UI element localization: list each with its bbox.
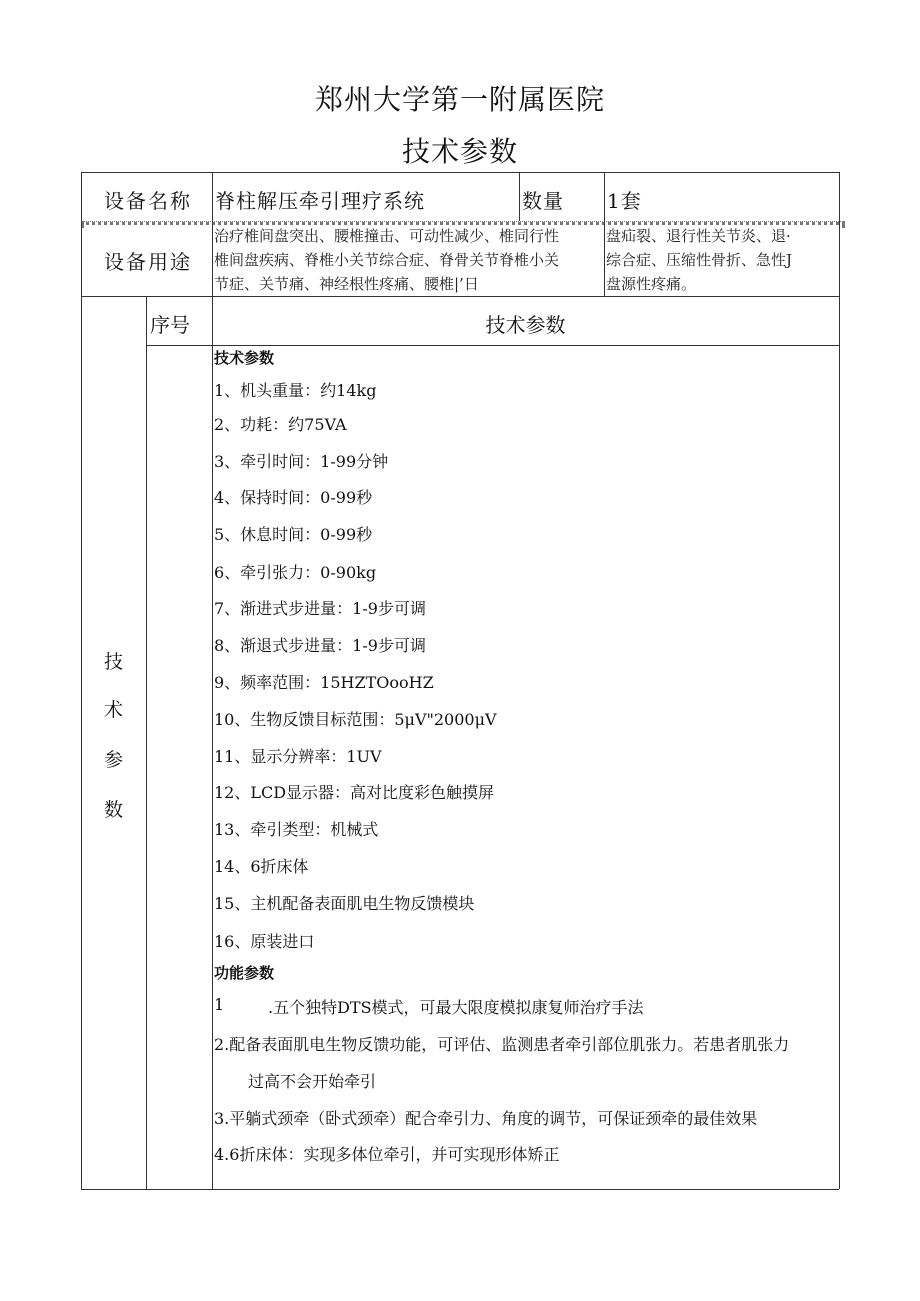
use-line: 节症、关节痛、神经根性疼痛、腰椎|’日 (214, 275, 479, 293)
func-section-heading: 功能参数 (214, 964, 275, 982)
grid-line (81, 296, 839, 297)
tech-item: 2、功耗：约75VA (214, 415, 347, 434)
side-label-char: 术 (103, 699, 123, 721)
func-item: .五个独特DTS模式，可最大限度模拟康复师治疗手法 (268, 998, 644, 1017)
grid-line (146, 296, 147, 1189)
tech-item: 3、牵引时间：1-99分钟 (214, 452, 389, 471)
hospital-title: 郑州大学第一附属医院 (314, 83, 605, 116)
device-use-text-left (214, 224, 602, 296)
tech-item: 11、显示分辨率：1UV (214, 747, 382, 766)
grid-line (81, 172, 82, 1189)
use-line: 综合症、压缩性骨折、急性J (606, 251, 793, 269)
tech-item: 1、机头重量：约14kg (214, 381, 377, 400)
tech-item: 7、渐进式步进量：1-9步可调 (214, 599, 426, 618)
grid-line (81, 172, 839, 173)
seq-column-header: 序号 (150, 313, 190, 337)
use-line: 治疗椎间盘突出、腰椎撞击、可动性减少、椎同行性 (214, 227, 560, 245)
tech-item: 8、渐退式步进量：1-9步可调 (214, 636, 426, 655)
device-use-label: 设备用途 (104, 250, 192, 274)
grid-line (604, 172, 605, 221)
tech-item: 5、休息时间：0-99秒 (214, 525, 373, 544)
use-line: 盘源性疼痛。 (606, 275, 697, 293)
quantity-label: 数量 (522, 189, 564, 213)
grid-line (604, 221, 605, 296)
device-name-value: 脊柱解压牵引理疗系统 (215, 189, 425, 213)
tech-item: 9、频率范围：15HZTOooHZ (214, 673, 434, 692)
document-title: 技术参数 (401, 135, 518, 168)
tech-item: 6、牵引张力：0-90kg (214, 563, 377, 582)
grid-line (146, 345, 839, 346)
tech-item: 14、6折床体 (214, 857, 309, 876)
side-label-char: 参 (103, 749, 123, 771)
tech-item: 13、牵引类型：机械式 (214, 820, 379, 839)
func-item: 2.配备表面肌电生物反馈功能，可评估、监测患者牵引部位肌张力。若患者肌张力 (214, 1035, 790, 1054)
func-item-continuation: 过高不会开始牵引 (248, 1072, 377, 1091)
side-label-char: 数 (103, 799, 123, 821)
grid-line (519, 172, 520, 221)
param-column-header: 技术参数 (485, 313, 566, 337)
tech-item: 12、LCD显示器：高对比度彩色触摸屏 (214, 783, 495, 802)
side-label-char: 技 (103, 651, 123, 673)
tech-item: 10、生物反馈目标范围：5μV"2000μV (214, 710, 497, 729)
func-item-number: 1 (214, 995, 225, 1014)
func-item: 4.6折床体：实现多体位牵引，并可实现形体矫正 (214, 1145, 560, 1164)
use-line: 盘疝裂、退行性关节炎、退· (606, 227, 791, 245)
tech-item: 15、主机配备表面肌电生物反馈模块 (214, 894, 475, 913)
tech-section-heading: 技术参数 (214, 349, 275, 367)
tech-item: 4、保持时间：0-99秒 (214, 488, 373, 507)
device-name-label: 设备名称 (104, 189, 192, 213)
use-line: 椎间盘疾病、脊椎小关节综合症、脊骨关节脊椎小关 (214, 251, 560, 269)
grid-line (81, 1189, 839, 1190)
device-use-text-right (606, 224, 838, 296)
grid-line (839, 172, 840, 1189)
func-item: 3.平躺式颈牵（卧式颈牵）配合牵引力、角度的调节，可保证颈牵的最佳效果 (214, 1109, 758, 1128)
quantity-value: 1套 (607, 189, 642, 213)
tech-item: 16、原装进口 (214, 932, 315, 951)
